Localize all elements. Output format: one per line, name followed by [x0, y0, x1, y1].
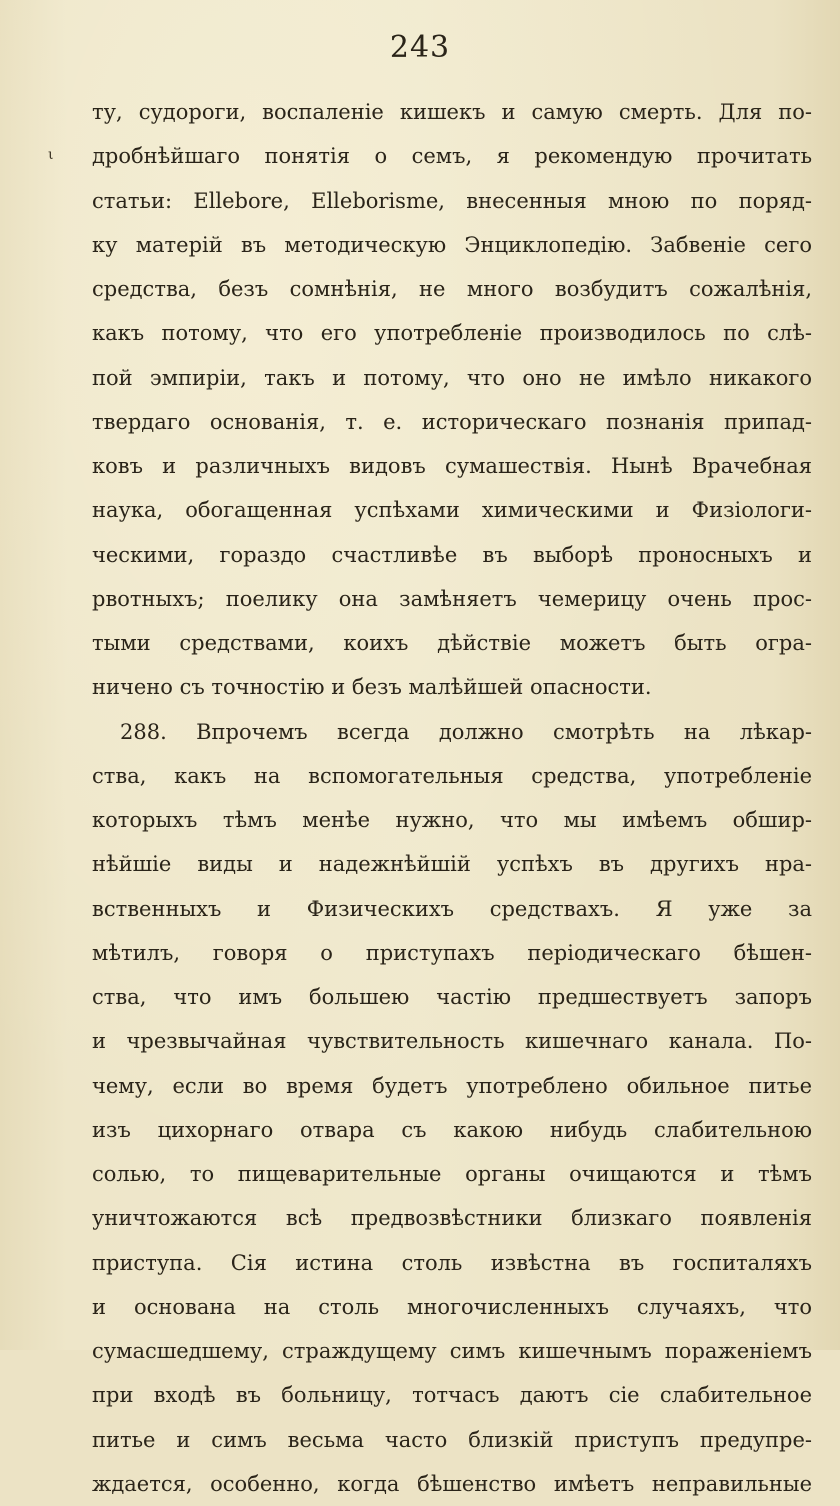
text-line: ждается, особенно, когда бѣшенство имѣетъ неправильные: [92, 1471, 812, 1496]
text-line: чему, если во время будетъ употреблено обильное питье: [92, 1073, 812, 1098]
text-line: ничено съ точностію и безъ малѣйшей опасности.: [92, 675, 652, 700]
text-line: нѣйшіе виды и надежнѣйшій успѣхъ въ другихъ нра-: [92, 852, 812, 877]
text-line: тыми средствами, коихъ дѣйствіе можетъ быть огра-: [92, 631, 812, 655]
text-line: при входѣ въ больницу, тотчасъ даютъ сіе слабительное: [92, 1383, 812, 1408]
text-line: сумасшедшему, страждущему симъ кишечнымъ пораженіемъ: [92, 1339, 812, 1363]
text-line: и основана на столь многочисленныхъ случаяхъ, что: [92, 1294, 812, 1319]
text-line: изъ цихорнаго отвара съ какою нибудь слабительною: [92, 1117, 812, 1142]
text-line: статьи: Ellebore, Elleborisme, внесенныя мною по поряд-: [92, 188, 812, 213]
text-line: питье и симъ весьма часто близкій приступъ предупре-: [92, 1427, 812, 1452]
text-line: ства, что имъ большею частію предшествуетъ запоръ: [92, 985, 812, 1009]
margin-mark: ι: [48, 147, 54, 163]
text-line: рвотныхъ; поелику она замѣняетъ чемерицу очень прос-: [92, 586, 812, 611]
text-line: приступа. Сія истина столь извѣстна въ госпиталяхъ: [92, 1250, 812, 1275]
text-line: ства, какъ на вспомогательныя средства, употребленіе: [92, 763, 812, 788]
text-line: пой эмпиріи, такъ и потому, что оно не имѣло никакого: [92, 365, 812, 390]
text-line: ческими, гораздо счастливѣе въ выборѣ проносныхъ и: [92, 542, 812, 567]
text-line: вственныхъ и Физическихъ средствахъ. Я уже за: [92, 896, 812, 921]
text-line: ту, судороги, воспаленіе кишекъ и самую смерть. Для по-: [92, 100, 812, 124]
text-line: какъ потому, что его употребленіе производилось по слѣ-: [92, 321, 812, 346]
text-line: ку матерій въ методическую Энциклопедію. Забвеніе сего: [92, 232, 812, 257]
text-line: которыхъ тѣмъ менѣе нужно, что мы имѣемъ обшир-: [92, 808, 812, 832]
text-line: солью, то пищеварительные органы очищаются и тѣмъ: [92, 1162, 812, 1186]
text-line: мѣтилъ, говоря о приступахъ періодическаго бѣшен-: [92, 940, 812, 965]
text-line: твердаго основанія, т. е. историческаго познанія припад-: [92, 409, 812, 434]
text-line: дробнѣйшаго понятія о семъ, я рекомендую прочитать: [92, 144, 812, 169]
text-line: средства, безъ сомнѣнія, не много возбудитъ сожалѣнія,: [92, 277, 812, 301]
text-line: уничтожаются всѣ предвозвѣстники близкаго появленія: [92, 1206, 812, 1231]
text-line: 288. Впрочемъ всегда должно смотрѣть на лѣкар-: [120, 719, 812, 744]
text-line: ковъ и различныхъ видовъ сумашествія. Нынѣ Врачебная: [92, 454, 812, 478]
page-number: 243: [389, 30, 451, 65]
text-line: наука, обогащенная успѣхами химическими и Физіологи-: [92, 498, 812, 523]
text-line: и чрезвычайная чувствительность кишечнаго канала. По-: [92, 1029, 812, 1054]
body-text: [92, 90, 812, 1506]
